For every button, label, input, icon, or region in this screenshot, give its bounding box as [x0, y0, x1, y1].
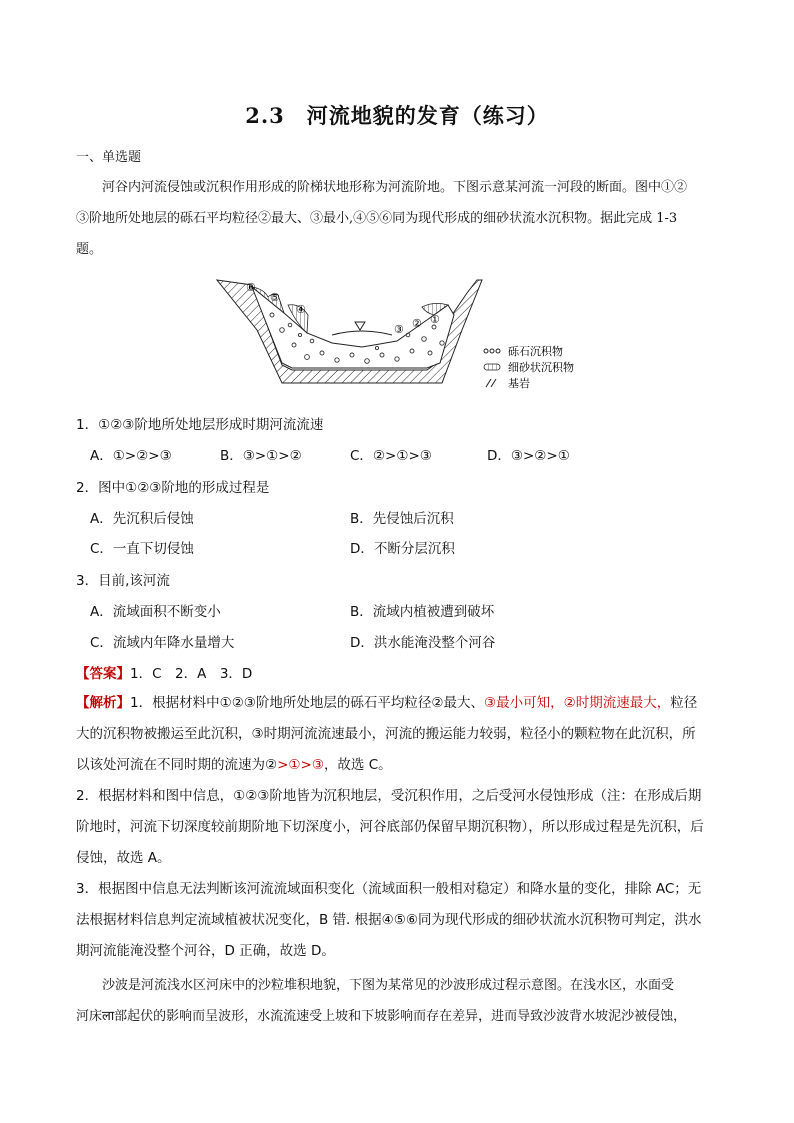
legend-gravel: 砾石沉积物: [508, 345, 563, 358]
analysis-p2-line-3: 侵蚀，故选 A。: [76, 850, 171, 866]
label-6: ⑥: [246, 281, 256, 294]
label-2: ②: [412, 317, 422, 330]
analysis-p1-line-3: 以该处河流在不同时期的流速为②>①>③，故选 C。: [76, 757, 392, 773]
question-2-option-c[interactable]: C．一直下切侵蚀: [90, 541, 194, 557]
analysis-p2-line-2: 阶地时，河流下切深度较前期阶地下切深度小，河谷底部仍保留早期沉积物），所以形成过程是先沉积，后: [76, 819, 704, 835]
question-3-option-d[interactable]: D．洪水能淹没整个河谷: [350, 635, 496, 651]
question-2-option-d[interactable]: D．不断分层沉积: [350, 541, 455, 557]
analysis-p2-line-1: 2．根据材料和图中信息，①②③阶地皆为沉积地层，受沉积作用，之后受河水侵蚀形成（注：在形成后期: [76, 788, 702, 804]
river-terrace-diagram: [212, 275, 612, 400]
analysis-p1-line-1: 【解析】1．根据材料中①②③阶地所处地层的砾石平均粒径②最大、③最小可知，②时期流速最大，粒径: [76, 695, 698, 711]
passage-1-line-2: ③阶地所处地层的砾石平均粒径②最大、③最小,④⑤⑥同为现代形成的细砂状流水沉积物。据此完成 1-3: [76, 211, 678, 226]
question-2-option-b[interactable]: B．先侵蚀后沉积: [350, 511, 454, 527]
label-3: ③: [394, 323, 404, 336]
question-2-stem: 2．图中①②③阶地的形成过程是: [76, 480, 270, 496]
analysis-p3-line-1: 3．根据图中信息无法判断该河流流域面积变化（流域面积一般相对稳定）和降水量的变化，排除 AC；无: [76, 881, 702, 897]
question-1-stem: 1．①②③阶地所处地层形成时期河流流速: [76, 417, 324, 433]
analysis-p1-line-2: 大的沉积物被搬运至此沉积，③时期河流流速最小，河流的搬运能力较弱，粒径小的颗粒物在此沉积，所: [76, 726, 696, 742]
label-4: ④: [296, 303, 306, 316]
passage-1-line-3: 题。: [76, 242, 103, 257]
label-1: ①: [430, 313, 440, 326]
analysis-tag: 【解析】: [76, 695, 130, 711]
passage-2-line-2: 河床ला部起伏的影响而呈波形，水流流速受上坡和下坡影响而存在差异，进而导致沙波背水坡泥沙被侵蚀，: [76, 1009, 687, 1024]
water-level-icon: [355, 322, 365, 330]
page-title: 2.3 河流地貌的发育（练习）: [245, 103, 549, 128]
answer-tag: 【答案】: [76, 666, 130, 682]
question-1-option-c[interactable]: C．②>①>③: [350, 448, 432, 464]
answer-text: 1．C 2．A 3．D: [130, 666, 253, 682]
legend: [484, 344, 574, 390]
passage-2-line-1: 沙波是河流浅水区河床中的沙粒堆积地貌，下图为某常见的沙波形成过程示意图。在浅水区，水面受: [102, 978, 675, 993]
legend-fine-sand: 细砂状沉积物: [508, 361, 574, 374]
question-3-option-c[interactable]: C．流域内年降水量增大: [90, 635, 235, 651]
question-3-stem: 3．目前,该河流: [76, 573, 170, 589]
analysis-p3-line-3: 期河流能淹没整个河谷，D 正确，故选 D。: [76, 943, 335, 959]
question-1-option-b[interactable]: B．③>①>②: [220, 448, 302, 464]
question-3-option-a[interactable]: A．流域面积不断变小: [90, 604, 221, 620]
label-5: ⑤: [270, 291, 280, 304]
answer-line: [76, 662, 252, 682]
analysis-p3-line-2: 法根据材料信息判定流域植被状况变化，B 错. 根据④⑤⑥同为现代形成的细砂状流水沉积物可判定，洪水: [76, 912, 702, 928]
passage-1-line-1: 河谷内河流侵蚀或沉积作用形成的阶梯状地形称为河流阶地。下图示意某河流一河段的断面。图中①②: [102, 180, 688, 195]
question-2-option-a[interactable]: A．先沉积后侵蚀: [90, 511, 194, 527]
passage-2: [76, 970, 722, 1032]
analysis-block: [76, 688, 722, 967]
legend-bedrock: 基岩: [508, 377, 530, 390]
section-heading: 一、单选题: [76, 150, 142, 165]
question-3-option-b[interactable]: B．流域内植被遭到破坏: [350, 604, 495, 620]
passage-1: [76, 172, 721, 265]
question-1-option-a[interactable]: A．①>②>③: [90, 448, 172, 464]
question-1-option-d[interactable]: D．③>②>①: [487, 448, 570, 464]
